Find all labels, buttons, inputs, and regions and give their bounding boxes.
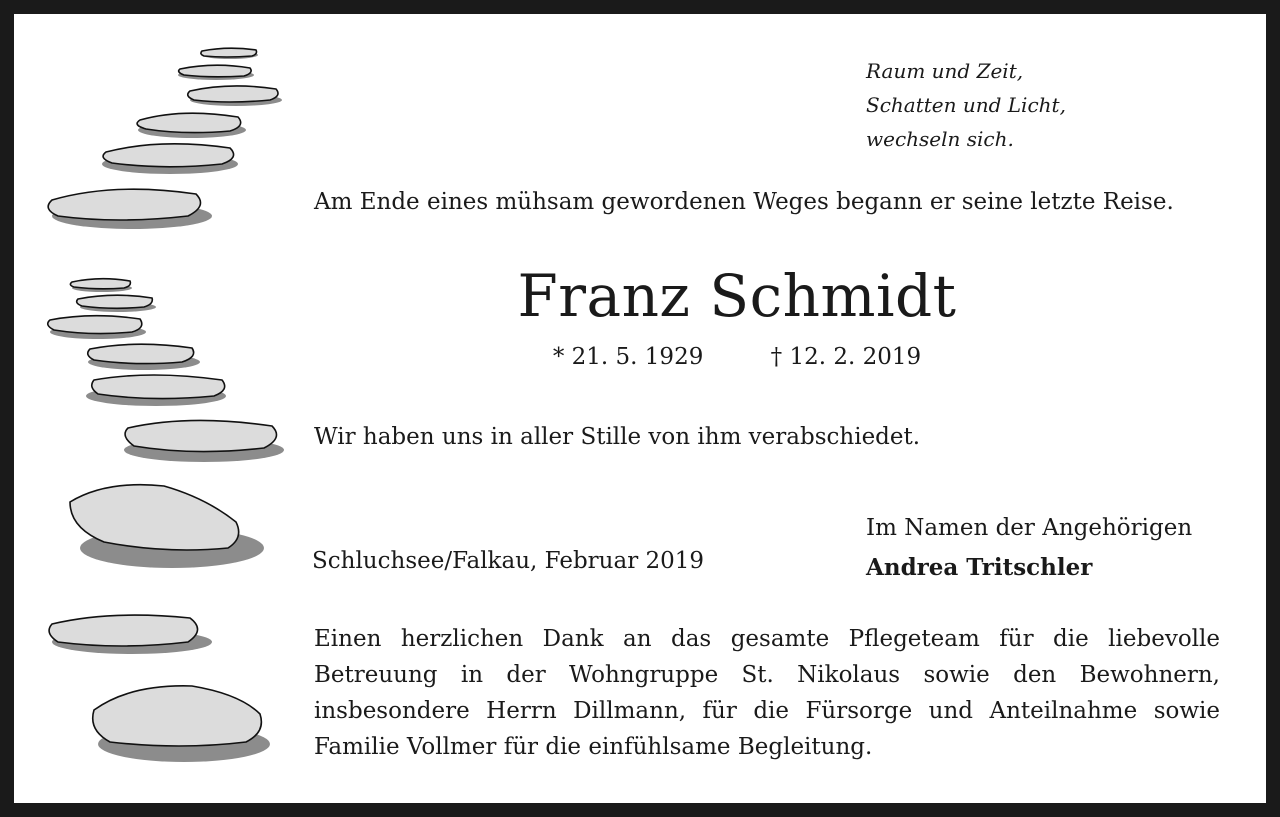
farewell-line: Wir haben uns in aller Stille von ihm verabschiedet.: [314, 424, 921, 450]
stone-group-middle: [48, 279, 284, 462]
deceased-name: Franz Schmidt: [517, 262, 957, 330]
family-signature: [866, 508, 1192, 588]
intro-line: Am Ende eines mühsam gewordenen Weges begann er seine letzte Reise.: [314, 189, 1174, 215]
signer-name: Andrea Tritschler: [866, 554, 1093, 581]
stepping-stones-illustration: [14, 14, 314, 803]
family-label: Im Namen der Angehörigen: [866, 515, 1193, 541]
stone-group-lower: [49, 485, 270, 762]
birth-date: * 21. 5. 1929: [552, 344, 704, 370]
poem-line-3: wechseln sich.: [866, 127, 1014, 151]
death-date: † 12. 2. 2019: [770, 344, 922, 370]
poem-line-2: Schatten und Licht,: [866, 93, 1066, 117]
poem-line-1: Raum und Zeit,: [866, 59, 1024, 83]
life-dates: [314, 344, 1160, 370]
place-date: Schluchsee/Falkau, Februar 2019: [312, 548, 705, 574]
thanks-paragraph: Einen herzlichen Dank an das gesamte Pflegeteam für die liebevolle Betreuung in der Wohngruppe St. Nikolaus sowie den Bewohnern, insbesondere Herrn Dillmann, für die Fürsorge und Anteilnahme sowie Familie Vollmer für die einfühlsame Begleitung.: [314, 626, 1220, 760]
poem: [866, 54, 1066, 156]
obituary-notice: [14, 14, 1266, 803]
stone-group-top: [48, 48, 282, 229]
